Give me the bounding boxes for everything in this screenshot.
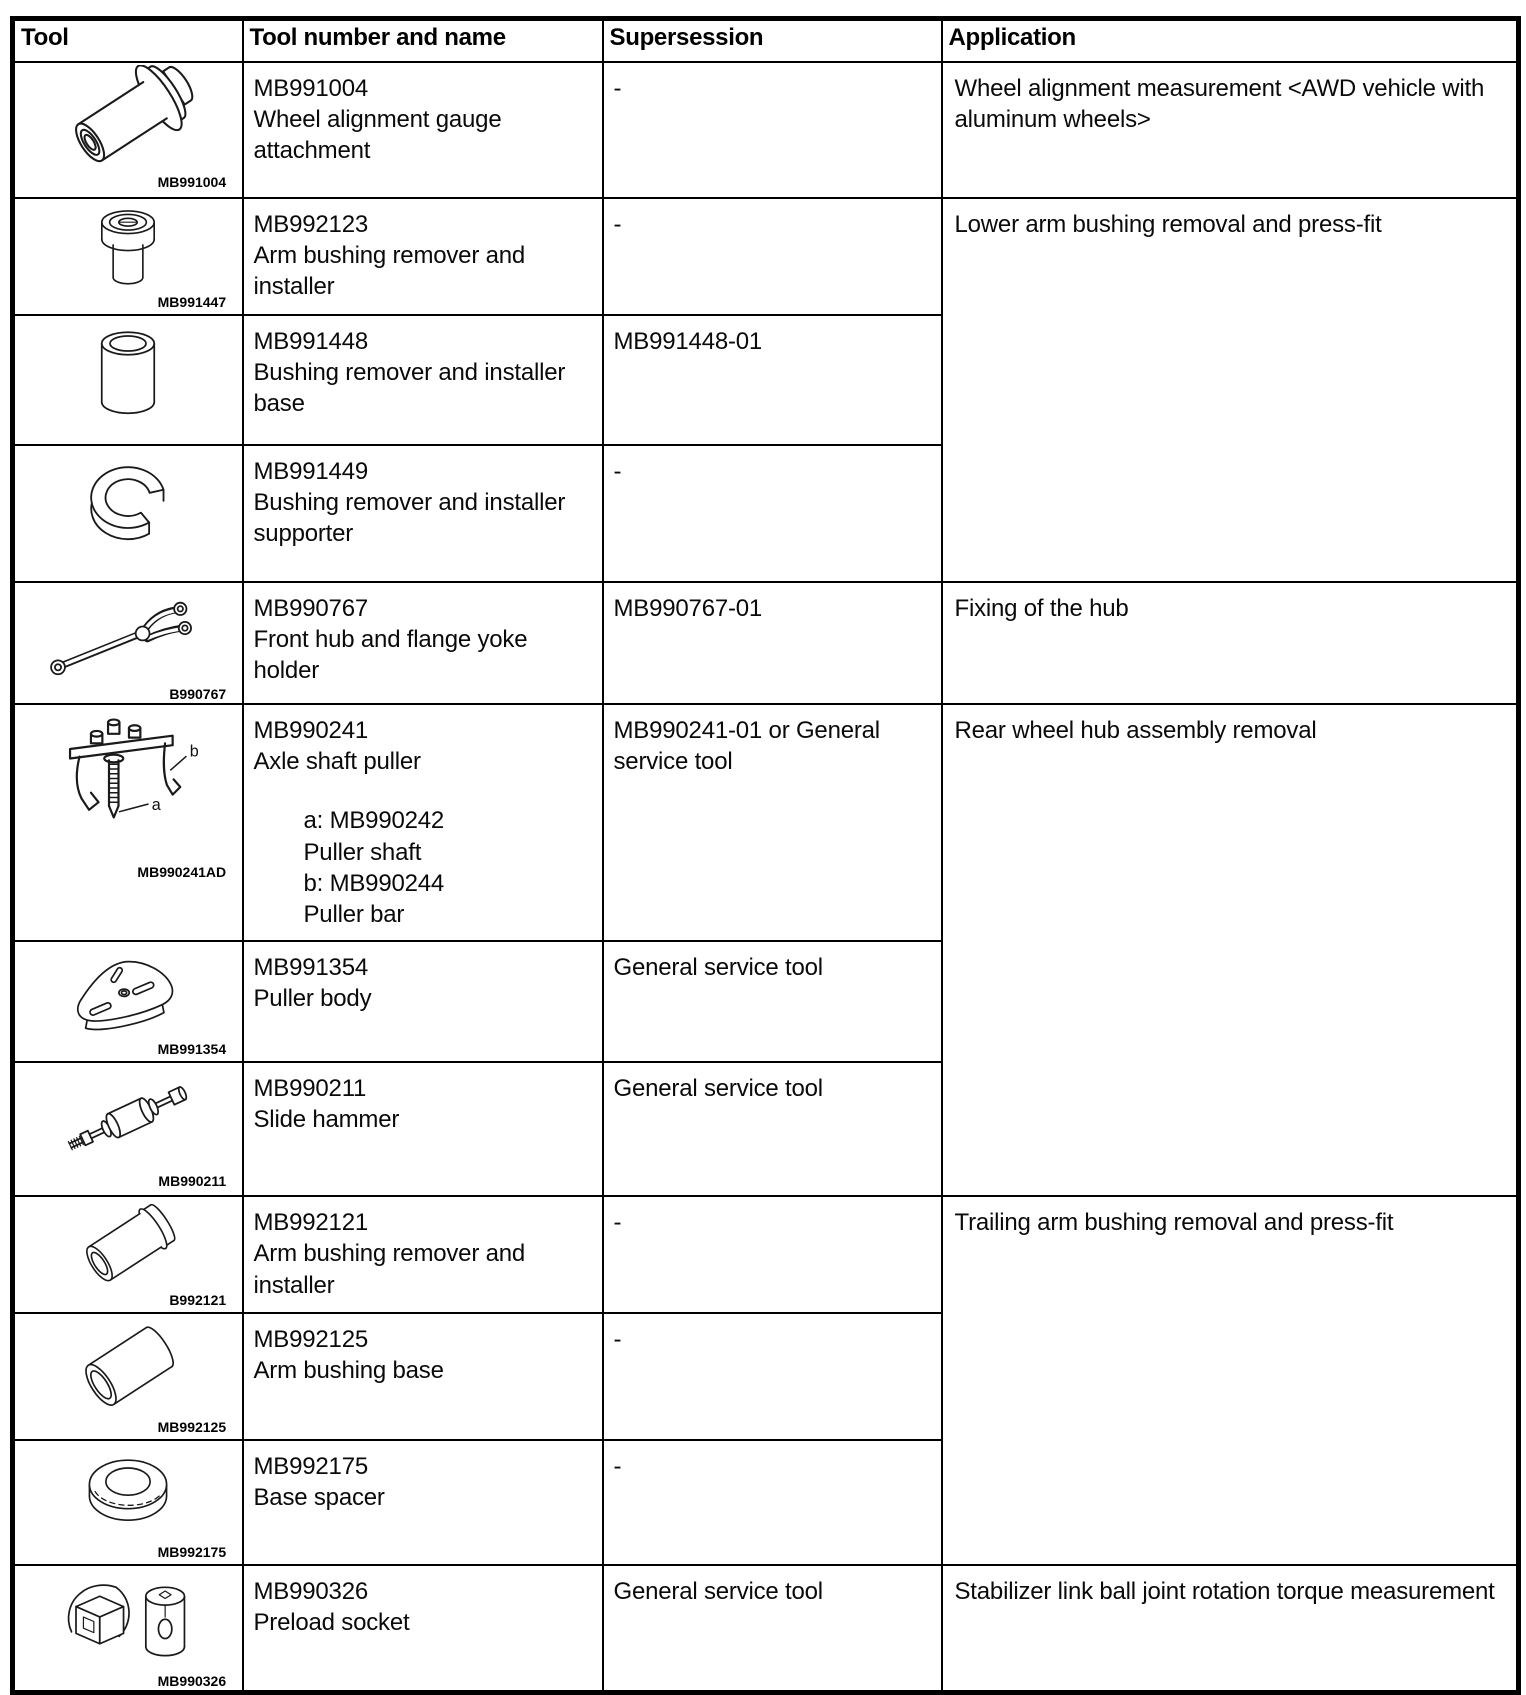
tool-image-cell — [13, 315, 243, 445]
part-label-b: b — [190, 742, 199, 761]
arm-bushing-base-icon — [46, 1316, 211, 1418]
tool-name: Slide hammer — [253, 1106, 400, 1134]
table-row — [13, 1196, 1519, 1313]
tool-image-cell — [13, 582, 243, 704]
supersession-cell: MB990767-01 — [603, 582, 942, 704]
tool-number-name-cell — [243, 1313, 603, 1440]
tool-name: Preload socket — [253, 1609, 410, 1637]
tool-image-cell — [13, 1313, 243, 1440]
application-cell: Rear wheel hub assembly removal — [942, 704, 1519, 1196]
tool-number: MB992123 — [253, 211, 368, 238]
component-line: Puller shaft — [303, 838, 422, 866]
table-row — [13, 1565, 1519, 1693]
arm-bushing-remover-installer-icon — [57, 201, 199, 293]
preload-socket-icon — [53, 1568, 203, 1672]
application-cell: Stabilizer link ball joint rotation torque measurement — [942, 1565, 1519, 1693]
tool-number-name-cell — [243, 62, 603, 198]
supersession-cell: MB991448-01 — [603, 315, 942, 445]
bushing-remover-installer-supporter-icon — [48, 448, 208, 560]
tool-image-cell — [13, 704, 243, 941]
tool-number-name-cell — [243, 1565, 603, 1693]
tool-number: MB990767 — [253, 595, 368, 622]
supersession-cell: - — [603, 445, 942, 582]
tool-image-caption: B990767 — [169, 686, 227, 702]
tool-number-name-cell — [243, 1196, 603, 1313]
tool-number-name-cell — [243, 941, 603, 1062]
application-cell: Fixing of the hub — [942, 582, 1519, 704]
tool-image-cell — [13, 1062, 243, 1196]
special-tools-table — [10, 16, 1521, 1695]
tool-number-name-cell — [243, 198, 603, 315]
tool-image-caption: MB990241AD — [137, 864, 227, 880]
tool-number: MB990326 — [253, 1578, 368, 1606]
tool-image-cell — [13, 445, 243, 582]
tool-image-caption: MB991354 — [157, 1041, 227, 1058]
tool-name: Front hub and flange yoke holder — [253, 626, 528, 685]
tool-number: MB991354 — [253, 954, 368, 982]
axle-shaft-puller-icon — [28, 711, 228, 863]
tool-name: Axle shaft puller — [253, 748, 421, 776]
application-cell: Wheel alignment measurement <AWD vehicle with aluminum wheels> — [942, 62, 1519, 198]
tool-number: MB991449 — [253, 458, 368, 485]
tool-number: MB992175 — [253, 1453, 368, 1481]
tool-component-list — [304, 805, 592, 930]
supersession-cell: - — [603, 198, 942, 315]
front-hub-flange-yoke-holder-icon — [30, 585, 226, 685]
column-header-supersession: Supersession — [603, 19, 942, 63]
tool-image-cell — [13, 1565, 243, 1693]
slide-hammer-icon — [31, 1065, 226, 1172]
tool-name: Arm bushing base — [253, 1357, 444, 1385]
supersession-cell: General service tool — [603, 1565, 942, 1693]
part-label-a: a — [152, 795, 161, 814]
column-header-tool-number: Tool number and name — [243, 19, 603, 63]
tool-number-name-cell — [243, 1440, 603, 1565]
component-line: b: MB990244 — [303, 869, 445, 897]
tool-image-caption: B992121 — [169, 1292, 227, 1309]
tool-image-cell — [13, 198, 243, 315]
tool-image-caption: MB991004 — [157, 174, 227, 190]
supersession-cell: General service tool — [603, 941, 942, 1062]
supersession-cell: General service tool — [603, 1062, 942, 1196]
tool-number: MB990241 — [253, 717, 368, 744]
tool-image-caption: MB992175 — [157, 1544, 227, 1561]
supersession-cell: MB990241-01 or General service tool — [603, 704, 942, 941]
table-row — [13, 198, 1519, 315]
table-row — [13, 704, 1519, 941]
tool-name: Base spacer — [253, 1484, 385, 1512]
wheel-alignment-gauge-attachment-icon — [38, 65, 218, 173]
table-row — [13, 62, 1519, 198]
tool-number-name-cell — [243, 1062, 603, 1196]
tool-name: Wheel alignment gauge attachment — [253, 106, 502, 165]
tool-number: MB992125 — [253, 1326, 368, 1354]
bushing-remover-installer-base-icon — [53, 318, 203, 423]
tool-image-caption: MB992125 — [157, 1419, 227, 1436]
tool-image-cell — [13, 62, 243, 198]
supersession-cell: - — [603, 1440, 942, 1565]
tool-number-name-cell — [243, 315, 603, 445]
tool-name: Bushing remover and installer base — [253, 359, 566, 418]
tool-image-cell — [13, 1196, 243, 1313]
tool-number: MB990211 — [253, 1075, 367, 1103]
tool-number: MB992121 — [253, 1209, 368, 1237]
table-row — [13, 582, 1519, 704]
tool-image-cell — [13, 1440, 243, 1565]
application-cell: Trailing arm bushing removal and press-fit — [942, 1196, 1519, 1565]
tool-image-cell — [13, 941, 243, 1062]
column-header-application: Application — [942, 19, 1519, 63]
tool-number: MB991448 — [253, 328, 368, 355]
supersession-cell: - — [603, 62, 942, 198]
tool-name: Puller body — [253, 985, 372, 1013]
tool-name: Bushing remover and installer supporter — [253, 489, 566, 548]
tool-number: MB991004 — [253, 75, 368, 102]
tool-number-name-cell — [243, 445, 603, 582]
puller-body-icon — [46, 944, 211, 1040]
tool-image-caption: MB991447 — [157, 294, 227, 310]
tool-number-name-cell — [243, 582, 603, 704]
arm-bushing-remover-installer-icon — [48, 1199, 208, 1291]
component-line: a: MB990242 — [303, 807, 445, 835]
tool-image-caption: MB990326 — [157, 1673, 227, 1690]
supersession-cell: - — [603, 1313, 942, 1440]
tool-image-caption: MB990211 — [158, 1173, 227, 1190]
component-line: Puller bar — [303, 900, 405, 928]
column-header-tool: Tool — [13, 19, 243, 63]
supersession-cell: - — [603, 1196, 942, 1313]
header-row — [13, 19, 1519, 63]
tool-name: Arm bushing remover and installer — [253, 242, 526, 301]
tool-name: Arm bushing remover and installer — [253, 1240, 526, 1299]
tool-number-name-cell — [243, 704, 603, 941]
application-cell: Lower arm bushing removal and press-fit — [942, 198, 1519, 582]
base-spacer-icon — [49, 1443, 207, 1543]
